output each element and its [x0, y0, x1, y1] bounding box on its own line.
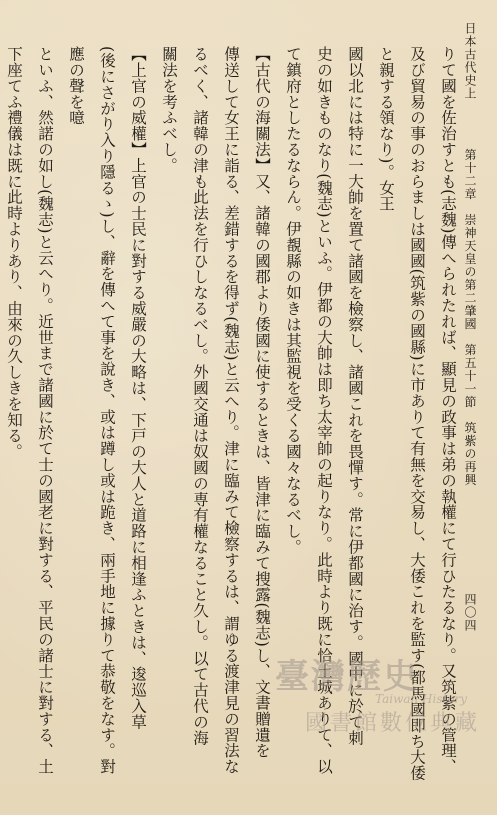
watermark-line-3: 國書館數位典藏	[305, 711, 481, 736]
text-line: 下座てふ禮儀は既に此時よりあり、由來の久しきを知る。	[5, 46, 23, 460]
section-heading-line: 【上官の威權】上官の士民に對する威嚴の大略は、下戸の大人と道路に相逢ふときは、逡巡入草	[129, 46, 147, 730]
watermark-line-1: 臺灣歷史	[275, 657, 419, 697]
text-line: 及び貿易の事のおらましは國國(筑紫の國縣)に市ありて有無を交易し、大倭これを監す(都馬國即ち大倭と親する領なり)。女王	[377, 46, 426, 781]
chapter-heading: 第十二章 崇神天皇の第二肇國 第五十一節 筑紫の再興	[463, 148, 477, 487]
page-number: 四〇四	[463, 593, 477, 632]
text-line: りて國を佐治すとも(志魏)傳へられたれば、顯見の政事は弟の執權にて行ひたるなり。又筑紫の管理、	[439, 46, 457, 775]
running-header	[462, 22, 479, 632]
section-heading-line: 【古代の海關法】又、諸韓の國郡より倭國に使するときは、皆津に臨みて搜露(魏志)し、文書贈遺を	[253, 46, 271, 759]
library-watermark	[275, 649, 485, 737]
text-line: 關法を考ふべし。	[160, 46, 178, 174]
text-line: 國以北には特に一大帥を置て諸國を檢察し、諸國これを畏憚す。常に伊都國に治す。國中に於て刺	[346, 46, 364, 746]
text-line: といふ、然諾の如し(魏志)と云へり。近世まで諸國に於て士の國老に對する、平民の諸士に對する、土	[36, 46, 54, 775]
watermark-line-2: Taiwan History	[375, 692, 468, 706]
book-title: 日本古代史上	[463, 22, 477, 100]
text-line: 史の如きものなり(魏志)といふ。伊都の大帥は即ち太宰帥の起りなり。此時より既に恰土城ありて、以	[315, 46, 333, 775]
text-line: (後にさがり入り隱るゝ)し、辭を傳へて事を說き、或は蹲し或は跪き、兩手地に據りて恭敬をなす。對應の聲を噫	[67, 46, 116, 775]
text-line: て鎮府としたるならん。伊覩縣の如きは其監視を受くる國々なるべし。	[284, 46, 302, 555]
text-line: 傳送して女王に詣る、差錯するを得ず(魏志)と云へり。津に臨みて檢察するは、謂ゆる渡津見の習法な	[222, 46, 240, 775]
text-line: るべく、諸韓の津も此法を行ひしなるべし。外國交通は奴國の専有權なること久し。以て古代の海	[191, 46, 209, 746]
